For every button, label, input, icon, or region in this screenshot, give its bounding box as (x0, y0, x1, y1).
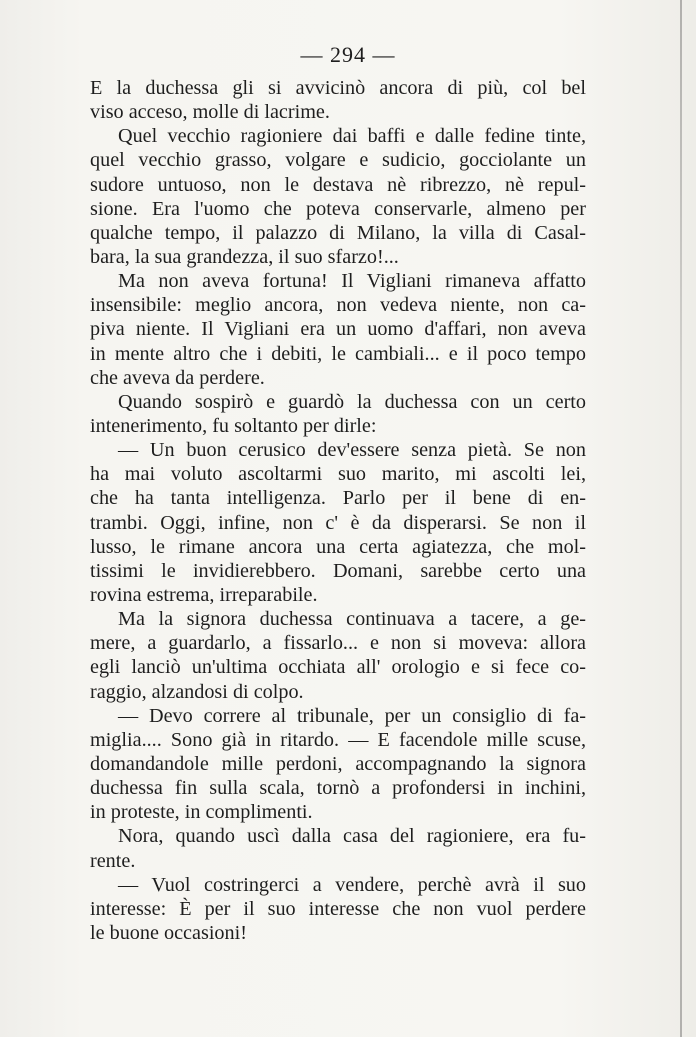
text-line: tissimi le invidierebbero. Domani, sarebbe certo una (90, 559, 586, 582)
text-line: quel vecchio grasso, volgare e sudicio, gocciolante un (90, 149, 586, 172)
text-line: le buone occasioni! (90, 921, 247, 944)
page-number: — 294 — (300, 42, 396, 67)
text-line: ha mai voluto ascoltarmi suo marito, mi ascolti lei, (90, 463, 586, 486)
text-line: duchessa fin sulla scala, tornò a profondersi in inchini, (90, 777, 586, 800)
body-text (90, 76, 586, 945)
text-line: Quel vecchio ragioniere dai baffi e dalle fedine tinte, (118, 125, 586, 148)
text-line: miglia.... Sono già in ritardo. — E facendole mille scuse, (90, 728, 586, 751)
text-line: qualche tempo, il palazzo di Milano, la villa di Casal- (90, 221, 586, 244)
text-line: Ma la signora duchessa continuava a tacere, a ge- (118, 608, 586, 631)
text-line: insensibile: meglio ancora, non vedeva niente, non ca- (90, 294, 586, 317)
text-line: viso acceso, molle di lacrime. (90, 101, 330, 124)
text-line: sione. Era l'uomo che poteva conservarle, almeno per (90, 197, 586, 220)
text-line: mere, a guardarlo, a fissarlo... e non si moveva: allora (90, 632, 586, 655)
text-line: che aveva da perdere. (90, 366, 265, 389)
page-edge-shadow (680, 0, 682, 1037)
text-line: in mente altro che i debiti, le cambiali... e il poco tempo (90, 342, 586, 365)
text-line: lusso, le rimane ancora una certa agiatezza, che mol- (90, 535, 586, 558)
text-line: bara, la sua grandezza, il suo sfarzo!... (90, 245, 399, 268)
text-line: egli lanciò un'ultima occhiata all' orologio e si fece co- (90, 656, 586, 679)
text-line: raggio, alzandosi di colpo. (90, 680, 304, 703)
text-line: intenerimento, fu soltanto per dirle: (90, 414, 377, 437)
text-line: rovina estrema, irreparabile. (90, 583, 318, 606)
text-line: in proteste, in complimenti. (90, 801, 313, 824)
text-line: Nora, quando uscì dalla casa del ragioniere, era fu- (118, 825, 586, 848)
text-line: trambi. Oggi, infine, non c' è da disperarsi. Se non il (90, 511, 586, 534)
text-line: — Un buon cerusico dev'essere senza pietà. Se non (118, 439, 586, 462)
text-line: interesse: È per il suo interesse che non vuol perdere (90, 897, 586, 920)
text-line: Quando sospirò e guardò la duchessa con un certo (118, 390, 586, 413)
text-line: piva niente. Il Vigliani era un uomo d'affari, non aveva (90, 318, 586, 341)
text-line: che ha tanta intelligenza. Parlo per il bene di en- (90, 487, 586, 510)
text-line: rente. (90, 849, 136, 872)
text-line: sudore untuoso, non le destava nè ribrezzo, nè repul- (90, 173, 586, 196)
text-line: E la duchessa gli si avvicinò ancora di più, col bel (90, 77, 586, 99)
text-line: Ma non aveva fortuna! Il Vigliani rimaneva affatto (118, 270, 586, 293)
text-line: — Devo correre al tribunale, per un consiglio di fa- (118, 704, 586, 727)
text-line: domandandole mille perdoni, accompagnando la signora (90, 752, 586, 775)
text-line: — Vuol costringerci a vendere, perchè avrà il suo (118, 873, 586, 896)
